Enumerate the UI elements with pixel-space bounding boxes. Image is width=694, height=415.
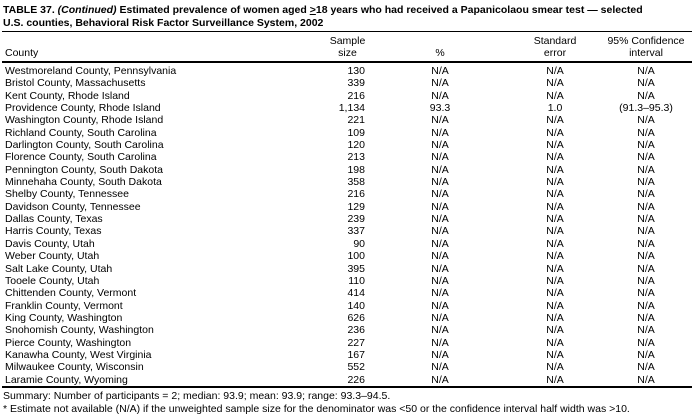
percent-cell: N/A [431,250,449,263]
confidence-interval-cell: N/A [637,151,655,164]
sample-size-cell: 140 [347,299,365,312]
standard-error-cell: N/A [546,287,564,300]
standard-error-cell: N/A [546,237,564,250]
table-row [2,102,692,114]
table-row [2,176,692,188]
confidence-interval-cell: N/A [637,126,655,139]
table-row [2,263,692,275]
confidence-interval-cell: N/A [637,213,655,226]
sample-size-cell: 339 [347,77,365,90]
percent-cell: N/A [431,311,449,324]
confidence-interval-cell: N/A [637,361,655,374]
standard-error-cell: N/A [546,89,564,102]
sample-size-cell: 552 [347,361,365,374]
table-row [2,139,692,151]
sample-size-cell: 110 [348,274,365,287]
column-header-county-top [2,32,325,47]
confidence-interval-cell: N/A [637,250,655,263]
sample-size-cell: 120 [347,139,365,152]
confidence-interval-cell: N/A [637,237,655,250]
standard-error-cell: N/A [546,188,564,201]
column-header-percent: % [370,47,510,62]
sample-size-cell: 198 [347,163,365,176]
standard-error-cell: N/A [546,373,564,386]
percent-cell: N/A [431,89,449,102]
column-header-county: County [2,47,325,62]
percent-cell: N/A [431,237,449,250]
percent-cell: N/A [431,274,449,287]
page-title [2,4,692,32]
percent-cell: N/A [431,348,449,361]
county-cell: Westmoreland County, Pennsylvania [5,65,177,77]
standard-error-cell: 1.0 [547,102,563,115]
table-row [2,374,692,387]
percent-cell: N/A [431,176,449,189]
percent-cell: N/A [431,324,449,337]
column-header-percent-top [370,32,510,47]
standard-error-cell: N/A [546,163,564,176]
confidence-interval-cell: N/A [637,311,655,324]
sample-size-cell: 337 [347,225,365,238]
column-header-confidence-interval-top: 95% Confidence [607,35,685,47]
table-row [2,225,692,237]
county-cell: Weber County, Utah [5,250,100,263]
standard-error-cell: N/A [546,336,564,349]
table-row [2,62,692,77]
sample-size-cell: 227 [347,336,365,349]
percent-cell: N/A [431,114,449,127]
percent-cell: N/A [431,361,449,374]
county-cell: Snohomish County, Washington [5,324,154,337]
percent-cell: N/A [431,200,449,213]
standard-error-cell: N/A [546,225,564,238]
percent-cell: N/A [431,151,449,164]
county-cell: Franklin County, Vermont [5,299,123,312]
confidence-interval-cell: N/A [637,188,655,201]
sample-size-cell: 395 [347,262,365,275]
county-cell: Pennington County, South Dakota [5,163,163,176]
table-row [2,77,692,89]
sample-size-cell: 226 [347,373,365,386]
standard-error-cell: N/A [546,139,564,152]
county-cell: Florence County, South Carolina [5,151,157,164]
geq-symbol: > [309,4,316,16]
county-cell: Bristol County, Massachusetts [5,77,146,90]
county-cell: Davis County, Utah [5,237,95,250]
sample-size-cell: 130 [347,65,365,77]
prevalence-table [2,32,692,388]
percent-cell: N/A [431,336,449,349]
column-header-sample-size-top: Sample [329,35,366,47]
table-row [2,337,692,349]
county-cell: King County, Washington [5,311,123,324]
sample-size-cell: 358 [347,176,365,189]
title-line-2: U.S. counties, Behavioral Risk Factor Surveillance System, 2002 [3,16,324,29]
summary-text: Summary: Number of participants = 2; median: 93.9; mean: 93.9; range: 93.3–94.5. [3,389,391,402]
title-line-1 [3,4,692,17]
percent-cell: N/A [431,213,449,226]
standard-error-cell: N/A [546,77,564,90]
county-cell: Darlington County, South Carolina [5,139,164,152]
county-cell: Minnehaha County, South Dakota [5,176,162,189]
percent-cell: N/A [431,287,449,300]
county-cell: Laramie County, Wyoming [5,373,128,386]
percent-cell: N/A [431,163,449,176]
percent-cell: N/A [431,65,449,77]
column-header-sample-size: size [325,47,370,62]
sample-size-cell: 216 [347,89,365,102]
percent-cell: N/A [431,188,449,201]
column-header-standard-error: error [510,47,600,62]
county-cell: Kanawha County, West Virginia [5,348,152,361]
county-cell: Washington County, Rhode Island [5,114,164,127]
footnote-text: * Estimate not available (N/A) if the unweighted sample size for the denominator was <50 or the confidence interval half width was >10. [3,402,630,415]
table-row [2,300,692,312]
confidence-interval-cell: N/A [637,225,655,238]
county-cell: Kent County, Rhode Island [5,89,130,102]
sample-size-cell: 626 [347,311,365,324]
table-row [2,151,692,163]
county-cell: Salt Lake County, Utah [5,262,113,275]
confidence-interval-cell: N/A [637,274,655,287]
county-cell: Dallas County, Texas [5,213,103,226]
county-cell: Richland County, South Carolina [5,126,157,139]
confidence-interval-cell: N/A [637,77,655,90]
confidence-interval-cell: N/A [637,299,655,312]
sample-size-cell: 221 [347,114,365,127]
percent-cell: N/A [431,373,449,386]
confidence-interval-cell: N/A [637,176,655,189]
column-header-standard-error-top: Standard [533,35,577,47]
table-row [2,201,692,213]
standard-error-cell: N/A [546,311,564,324]
table-row [2,250,692,262]
county-cell: Harris County, Texas [5,225,102,238]
sample-size-cell: 236 [347,324,365,337]
sample-size-cell: 109 [347,126,365,139]
standard-error-cell: N/A [546,213,564,226]
table-row [2,287,692,299]
confidence-interval-cell: N/A [637,373,655,386]
percent-cell: N/A [431,225,449,238]
sample-size-cell: 213 [347,151,365,164]
percent-cell: 93.3 [429,102,451,115]
confidence-interval-cell: N/A [637,139,655,152]
table-row [2,127,692,139]
county-cell: Milwaukee County, Wisconsin [5,361,144,374]
confidence-interval-cell: N/A [637,200,655,213]
county-cell: Shelby County, Tennessee [5,188,129,201]
table-row [2,238,692,250]
table-row [2,114,692,126]
confidence-interval-cell: N/A [637,65,655,77]
table-row [2,324,692,336]
confidence-interval-cell: N/A [637,324,655,337]
county-cell: Providence County, Rhode Island [5,102,161,115]
sample-size-cell: 100 [347,250,365,263]
sample-size-cell: 90 [353,237,365,250]
county-cell: Pierce County, Washington [5,336,132,349]
county-cell: Davidson County, Tennessee [5,200,141,213]
sample-size-cell: 239 [347,213,365,226]
table-number-label: TABLE 37. [3,4,55,16]
sample-size-cell: 414 [347,287,365,300]
title-text-after: 18 years who had received a Papanicolaou smear test — selected [315,4,643,16]
sample-size-cell: 129 [347,200,365,213]
confidence-interval-cell: (91.3–95.3) [619,102,673,115]
percent-cell: N/A [431,299,449,312]
confidence-interval-cell: N/A [637,336,655,349]
percent-cell: N/A [431,262,449,275]
confidence-interval-cell: N/A [637,163,655,176]
table-header [2,32,692,62]
table-row [2,312,692,324]
table-row [2,213,692,225]
standard-error-cell: N/A [546,114,564,127]
continued-label: (Continued) [57,4,117,16]
table-row [2,90,692,102]
standard-error-cell: N/A [546,176,564,189]
standard-error-cell: N/A [546,299,564,312]
table-row [2,361,692,373]
sample-size-cell: 216 [347,188,365,201]
table-row [2,349,692,361]
standard-error-cell: N/A [546,348,564,361]
standard-error-cell: N/A [546,151,564,164]
confidence-interval-cell: N/A [637,114,655,127]
standard-error-cell: N/A [546,324,564,337]
standard-error-cell: N/A [546,65,564,77]
column-header-confidence-interval: interval [600,47,692,62]
standard-error-cell: N/A [546,361,564,374]
table-row [2,188,692,200]
sample-size-cell: 167 [347,348,365,361]
table-row [2,164,692,176]
standard-error-cell: N/A [546,262,564,275]
county-cell: Chittenden County, Vermont [5,287,137,300]
percent-cell: N/A [431,126,449,139]
percent-cell: N/A [431,77,449,90]
confidence-interval-cell: N/A [637,262,655,275]
confidence-interval-cell: N/A [637,89,655,102]
title-text: Estimated prevalence of women aged [119,4,307,16]
standard-error-cell: N/A [546,274,564,287]
confidence-interval-cell: N/A [637,348,655,361]
table-row [2,275,692,287]
sample-size-cell: 1,134 [338,102,365,115]
county-cell: Tooele County, Utah [5,274,100,287]
standard-error-cell: N/A [546,200,564,213]
percent-cell: N/A [431,139,449,152]
table-body [2,62,692,387]
confidence-interval-cell: N/A [637,287,655,300]
standard-error-cell: N/A [546,250,564,263]
standard-error-cell: N/A [546,126,564,139]
